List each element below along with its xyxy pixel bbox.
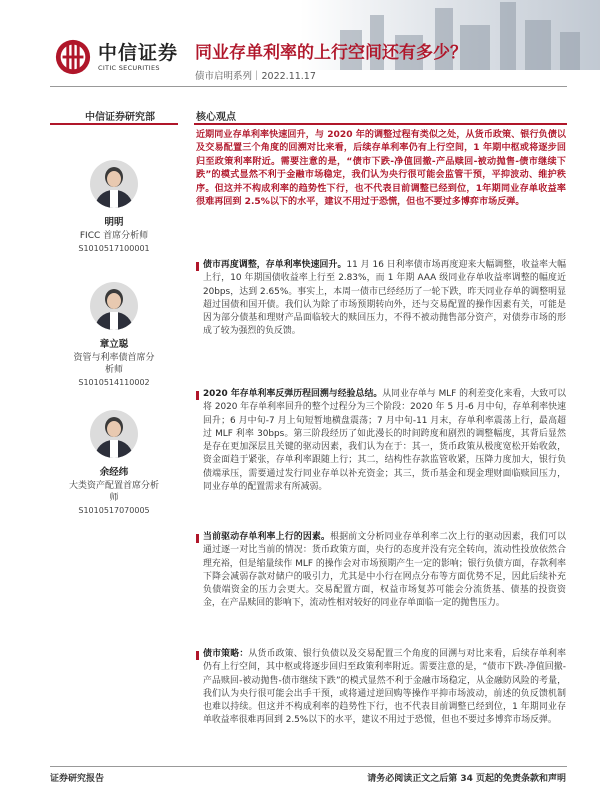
analyst-card bbox=[50, 282, 178, 387]
body-paragraph bbox=[196, 648, 566, 728]
paragraph-lead: 债市再度调整，存单利率快速回升。 bbox=[203, 260, 347, 270]
analyst-role: FICC 首席分析师 bbox=[79, 231, 149, 241]
analyst-name: 章立聪 bbox=[99, 339, 129, 350]
paragraph-text: 11 月 16 日利率债市场再度迎来大幅调整，收益率大幅上行，10 年期国债收益率上行至 2.83%，而 1 年期 AAA 级同业存单收益率调整的幅度近 20bps，达到 2.65%。事实上，本周一债市已经经历了一轮下跌，昨天同业存单的调整明显超过国债和国开债。我们认为除了市场预期转向外，还与交易配置的操作因素有关，可能是因为部分债基和理财产品面临较大的赎回压力，不得不被动抛售部分资产，对债券市场的形成了较为强烈的负反馈。 bbox=[203, 260, 566, 337]
analyst-id: S1010517100001 bbox=[78, 244, 150, 253]
citic-logo-icon bbox=[54, 38, 92, 76]
analyst-name: 明明 bbox=[104, 217, 124, 228]
core-view-heading: 核心观点 bbox=[196, 112, 236, 123]
analyst-role: 资管与利率债首席分析师 bbox=[73, 353, 155, 375]
paragraph-lead: 债市策略： bbox=[203, 649, 249, 659]
analyst-photo bbox=[90, 410, 138, 458]
body-paragraph bbox=[196, 531, 566, 611]
paragraph-text: 根据前文分析同业存单利率二次上行的驱动因素，我们可以通过逐一对比当前的情况：货币政策方面，央行的态度并没有完全转向，流动性投放依然合理充裕，但是缩量续作 MLF 的操作会对市场预期产生一定的影响；银行负债方面，存款利率下降会减弱存款对储户的吸引力，尤其是中小行在网点分布等方面优势不足，因此后续补充负债端资金的压力会更大。交易配置方面，权益市场复苏可能会分流货基、债基的投资资金，在产品赎回的影响下，流动性相对较好的同业存单面临一定的抛售压力。 bbox=[203, 532, 567, 609]
report-title: 同业存单利率的上行空间还有多少？ bbox=[195, 43, 467, 63]
analyst-name: 余经纬 bbox=[99, 467, 129, 478]
right-heading-rule bbox=[194, 123, 567, 125]
footer-disclaimer: 请务必阅读正文之后第 34 页起的免责条款和声明 bbox=[367, 774, 566, 784]
logo-english-name: CITIC SECURITIES bbox=[98, 63, 160, 72]
analyst-role: 大类资产配置首席分析师 bbox=[68, 481, 159, 503]
analyst-photo bbox=[90, 282, 138, 330]
body-paragraph bbox=[196, 388, 566, 494]
analyst-card bbox=[50, 160, 178, 253]
left-heading-rule bbox=[50, 123, 178, 125]
research-dept-heading: 中信证券研究部 bbox=[85, 112, 155, 123]
header-divider bbox=[50, 86, 567, 87]
report-series-date: 债市启明系列｜2022.11.17 bbox=[195, 71, 316, 82]
analyst-id: S1010517070005 bbox=[78, 506, 150, 515]
footer-report-type: 证券研究报告 bbox=[50, 774, 105, 784]
paragraph-lead: 当前驱动存单利率上行的因素。 bbox=[203, 532, 331, 542]
report-header bbox=[0, 0, 600, 100]
paragraph-text: 从同业存单与 MLF 的利差变化来看，大致可以将 2020 年存单利率回升的整个过程分为三个阶段：2020 年 5 月-6 月中旬，存单利率快速回升；6 月中旬-7 月上旬短暂地横盘震荡；7 月中旬-11 月末，存单利率震荡上行，最高超过 MLF 利率 30bps。第三阶段经历了如此漫长的时间跨度和剧烈的调整幅度，其背后显然是存在更加深层且关键的驱动因素，我们认为在于：其一，货币政策从极度宽松开始收敛，资金面趋于紧张，存单利率跟随上行；其二，结构性存款监管收紧，压降力度加大，银行负债端承压，需要通过发行同业存单以补充资金；其三，货币基金和现金理财面临赎回压力，同业存单的配置需求有所减弱。 bbox=[203, 389, 566, 493]
core-view-summary: 近期同业存单利率快速回升，与 2020 年的调整过程有类似之处，从货币政策、银行负债以及交易配置三个角度的回溯对比来看，后续存单利率仍有上行空间，1 年期中枢或将逐步回归至政策利率附近。需要注意的是，“债市下跌-净值回撤-产品赎回-被动抛售-债市继续下跌”的模式显然不利于金融市场稳定，我们认为央行很可能会监管干预，平抑波动、维护秩序。但这并不构成利率的趋势性下行，也不代表目前调整已经到位，1年期同业存单收益率很难再回到 2.5%以下的水平，建议不用过于恐慌，但也不要过多博弈市场反弹。 bbox=[196, 130, 566, 208]
analyst-card bbox=[50, 410, 178, 515]
paragraph-text: 从货币政策、银行负债以及交易配置三个角度的回溯与对比来看，后续存单利率仍有上行空间，其中枢或将逐步回归至政策利率附近。需要注意的是，“债市下跌-净值回撤-产品赎回-被动抛售-债市继续下跌”的模式显然不利于金融市场稳定，从金融防风险的考量，我们认为央行很可能会出手干预，或将通过逆回购等操作平抑市场波动，前述的负反馈机制也难以持续。但这并不构成利率的趋势性下行，也不代表目前调整已经到位，1 年期同业存单收益率很难再回到 2.5%以下的水平，建议不用过于恐慌，但也不要过多博弈市场反弹。 bbox=[203, 649, 567, 726]
analyst-photo bbox=[90, 160, 138, 208]
logo-chinese-name: 中信证券 bbox=[98, 41, 179, 64]
citic-logo bbox=[54, 38, 178, 76]
analyst-id: S1010514110002 bbox=[78, 378, 150, 387]
footer-divider bbox=[50, 766, 567, 767]
paragraph-lead: 2020 年存单利率反弹历程回溯与经验总结。 bbox=[203, 389, 383, 399]
body-paragraph bbox=[196, 259, 566, 339]
